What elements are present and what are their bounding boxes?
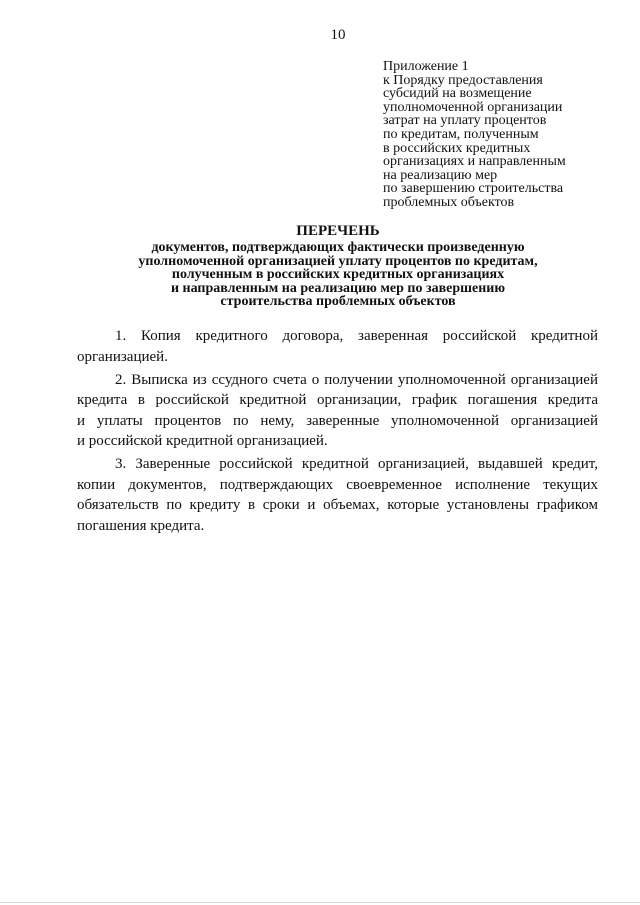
annex-line: на реализацию мер bbox=[383, 167, 498, 183]
document-title: ПЕРЕЧЕНЬ bbox=[296, 223, 380, 239]
annex-line: Приложение 1 bbox=[383, 59, 469, 74]
paragraph-line: 2. Выписка из ссудного счета о получении уполномоченной организацией bbox=[115, 371, 598, 388]
annex-line: субсидий на возмещение bbox=[383, 86, 532, 102]
subtitle-line: и направленным на реализацию мер по завершению bbox=[170, 280, 506, 296]
document-body bbox=[77, 326, 598, 539]
annex-line: по кредитам, полученным bbox=[383, 126, 539, 142]
annex-block bbox=[383, 60, 623, 210]
list-item bbox=[77, 326, 598, 367]
annex-line: по завершению строительства bbox=[383, 181, 564, 197]
paragraph-line: кредита в российской кредитной организации, график погашения кредита bbox=[77, 392, 598, 408]
annex-line: затрат на уплату процентов bbox=[383, 113, 547, 129]
annex-line: проблемных объектов bbox=[383, 194, 515, 210]
annex-line: к Порядку предоставления bbox=[383, 72, 543, 88]
paragraph-line: копии документов, подтверждающих своевременное исполнение текущих bbox=[77, 476, 598, 493]
paragraph-line: погашения кредита. bbox=[77, 517, 205, 534]
paragraph-line: обязательств по кредиту в сроки и объемах, которые установлены графиком bbox=[77, 497, 598, 513]
subtitle-line: строительства проблемных объектов bbox=[220, 294, 456, 310]
paragraph-line: организацией. bbox=[77, 348, 168, 365]
scan-edge-divider bbox=[0, 902, 640, 903]
paragraph-line: 3. Заверенные российской кредитной организацией, выдавшей кредит, bbox=[115, 456, 598, 472]
page-number: 10 bbox=[330, 27, 346, 43]
annex-line: организациях и направленным bbox=[383, 154, 566, 170]
subtitle-line: полученным в российских кредитных организациях bbox=[171, 267, 505, 283]
subtitle-line: уполномоченной организацией уплату процентов по кредитам, bbox=[138, 253, 538, 269]
document-subtitle bbox=[0, 241, 640, 309]
list-item bbox=[77, 370, 598, 452]
paragraph-line: и уплаты процентов по нему, заверенные уполномоченной организацией bbox=[77, 412, 598, 429]
annex-line: в российских кредитных bbox=[383, 140, 531, 156]
paragraph-line: и российской кредитной организацией. bbox=[77, 433, 328, 449]
subtitle-line: документов, подтверждающих фактически произведенную bbox=[151, 240, 525, 255]
list-item bbox=[77, 454, 598, 536]
paragraph-line: 1. Копия кредитного договора, заверенная российской кредитной bbox=[115, 328, 598, 344]
annex-line: уполномоченной организации bbox=[383, 99, 563, 115]
